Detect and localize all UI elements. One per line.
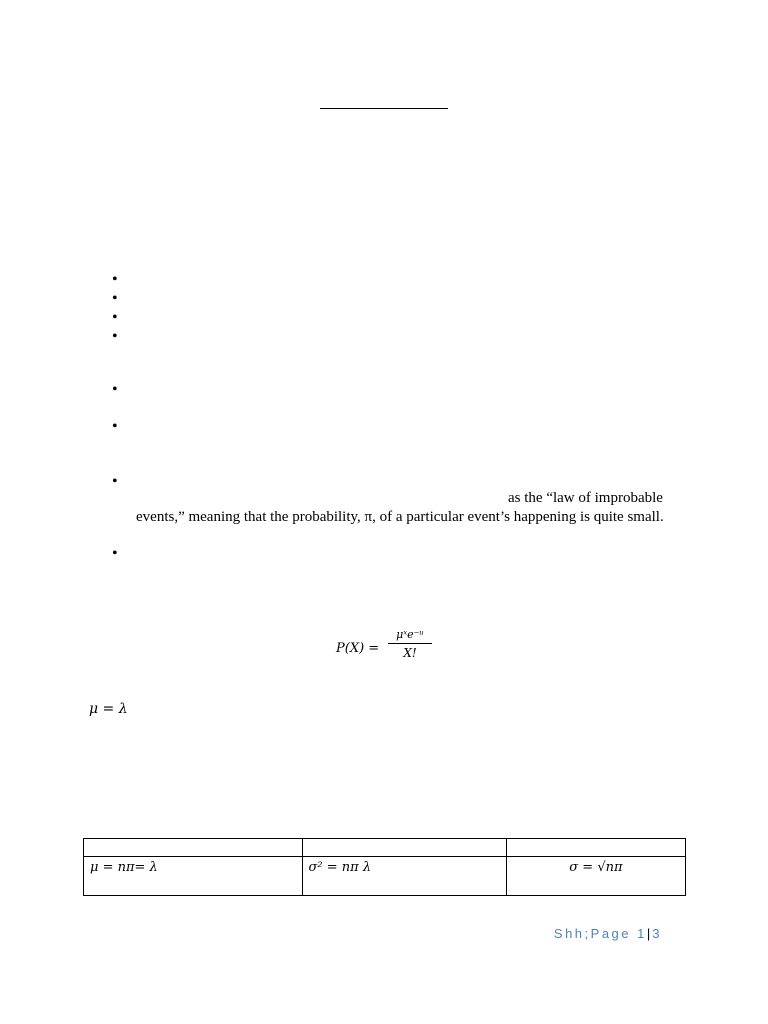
bullet-marker [112,382,118,398]
title-underline [320,108,448,109]
bullet-marker [112,474,118,490]
poisson-statistics-table [83,838,686,896]
table-cell [302,839,506,857]
table-row [84,839,686,857]
bullet-marker [112,291,118,307]
footer-prefix: Shh;Page [553,926,632,941]
formula-denominator: X! [403,646,417,660]
law-of-improbable-text-line1: as the “law of improbable [508,490,663,506]
poisson-formula [336,628,436,672]
bullet-marker [112,329,118,345]
formula-fraction [388,628,432,660]
table-row [84,857,686,896]
footer-page-number: 1 [637,926,647,941]
table-cell [84,839,303,857]
bullet-marker [112,546,118,562]
std-dev-cell: σ = √nπ [506,857,685,896]
bullet-marker [112,310,118,326]
mean-cell: μ = nπ= λ [84,857,303,896]
footer-separator: | [646,926,653,941]
table-cell [506,839,685,857]
law-of-improbable-text-line2: events,” meaning that the probability, π, of a particular event’s happening is quite small. [136,509,664,525]
variance-cell: σ² = nπ λ [302,857,506,896]
page-footer [554,926,662,941]
formula-numerator: μˣe⁻ᵘ [388,628,432,644]
bullet-marker [112,419,118,435]
footer-total-pages: 3 [652,926,662,941]
formula-lhs: P(X) = [336,641,380,656]
mu-equals-lambda: μ = λ [89,701,128,717]
bullet-marker [112,272,118,288]
